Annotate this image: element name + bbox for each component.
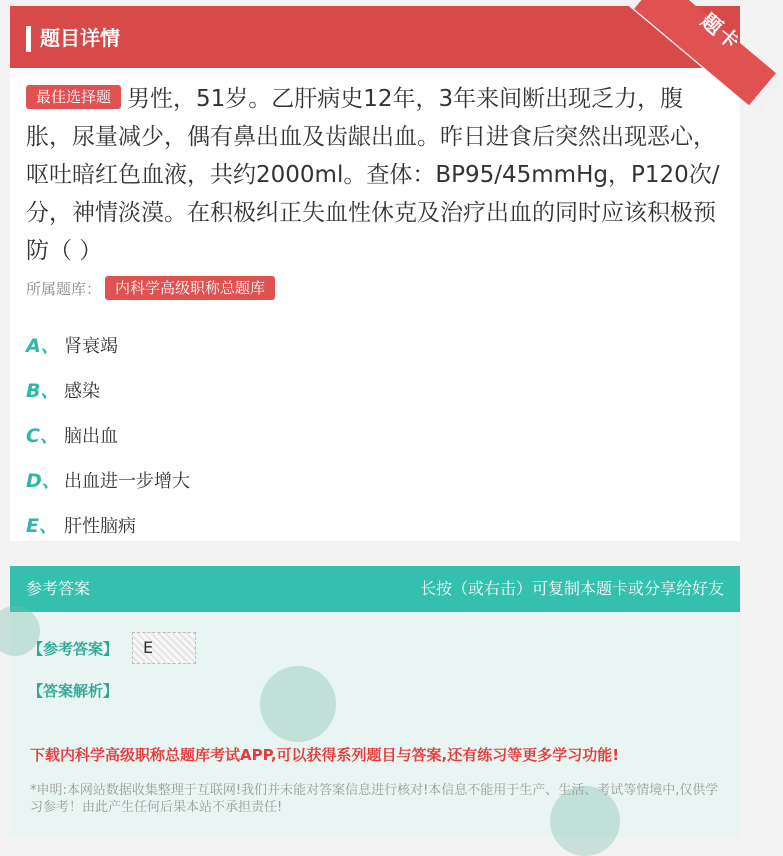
options-list [26,322,190,547]
disclaimer-text: *申明:本网站数据收集整理于互联网!我们并未能对答案信息进行核对!本信息不能用于生产、生活、考试等情境中,仅供学习参考！由此产生任何后果本站不承担责任! [30,783,719,815]
option-b[interactable] [26,367,190,412]
option-a[interactable] [26,322,190,367]
page-title: 题目详情 [40,26,120,50]
watermark-logo [260,666,336,742]
option-text: 肾衰竭 [64,335,118,357]
share-hint: 长按（或右击）可复制本题卡或分享给好友 [419,579,724,598]
option-text: 脑出血 [64,425,118,447]
option-letter: D、 [26,470,61,492]
option-text: 出血进一步增大 [64,470,190,492]
question-type-badge: 最佳选择题 [26,85,121,109]
answer-label: 【参考答案】 [28,640,119,658]
option-letter: C、 [26,425,59,447]
bank-link[interactable]: 内科学高级职称总题库 [105,276,275,300]
question-card [10,6,746,541]
question-text: 男性，51岁。乙肝病史12年，3年来间断出现乏力，腹胀，尿量减少，偶有鼻出血及齿龈出血。昨日进食后突然出现恶心，呕吐暗红色血液，共约2000ml。查体：BP95/45mmHg，P120次/分，神情淡漠。在积极纠正失血性休克及治疗出血的同时应该积极预防（ ） [26,86,720,264]
option-text: 感染 [64,380,100,402]
question-body [26,80,726,270]
option-e[interactable] [26,502,190,547]
answer-card[interactable] [10,566,740,837]
option-d[interactable] [26,457,190,502]
question-bank-row [26,276,275,300]
card-header [10,6,746,68]
answer-header-title: 参考答案 [26,579,91,598]
answer-header [10,566,740,612]
option-c[interactable] [26,412,190,457]
answer-value: E [132,632,196,664]
option-letter: E、 [26,515,58,537]
corner-label: 题卡 [696,8,746,55]
bank-label: 所属题库： [26,279,102,298]
option-text: 肝性脑病 [64,515,136,537]
option-letter: B、 [26,380,60,402]
option-letter: A、 [26,335,60,357]
explanation-label: 【答案解析】 [28,682,119,700]
app-promo-text[interactable]: 下载内科学高级职称总题库考试APP,可以获得系列题目与答案,还有练习等更多学习功能! [30,746,620,764]
header-accent-bar [26,26,31,52]
